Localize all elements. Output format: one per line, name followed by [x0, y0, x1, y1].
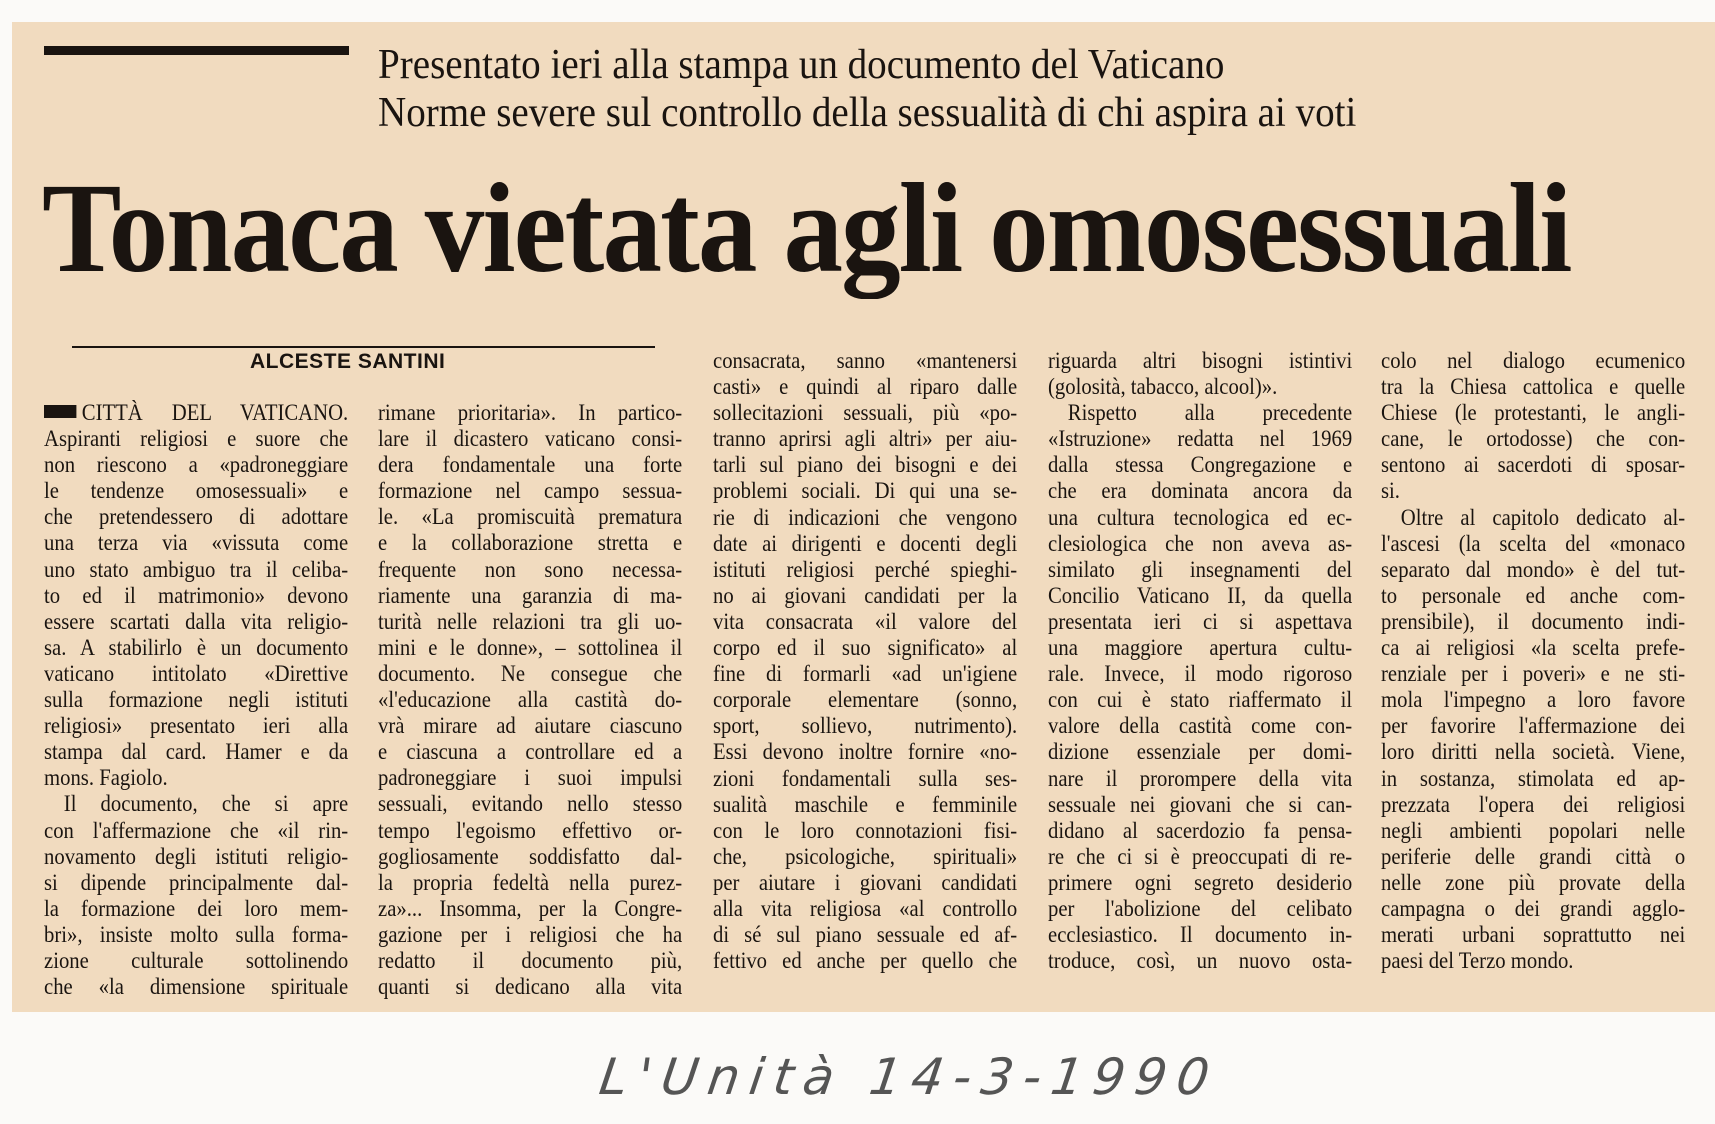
text-line-content: mons. Fagiolo.	[44, 765, 168, 791]
text-line	[44, 661, 348, 687]
text-line	[713, 661, 1017, 687]
text-line	[1048, 818, 1352, 844]
text-line	[1048, 739, 1352, 765]
text-line	[378, 922, 682, 948]
text-line	[1381, 374, 1685, 400]
text-line-content: vaticano intitolato «Direttive	[44, 660, 349, 686]
text-line	[1381, 713, 1685, 739]
text-line	[378, 687, 682, 713]
text-line-content: l'ascesi (la scelta del «monaco	[1381, 530, 1686, 556]
text-line	[378, 818, 682, 844]
text-line	[1048, 452, 1352, 478]
text-line	[713, 792, 1017, 818]
text-line	[713, 713, 1017, 739]
text-line-content: per aiutare i giovani candidati	[713, 869, 1018, 895]
text-line-content: riguarda altri bisogni istintivi	[1048, 348, 1353, 373]
text-line	[1048, 792, 1352, 818]
text-line	[1381, 531, 1685, 557]
text-line	[713, 531, 1017, 557]
text-line-content: turità nelle relazioni tra gli uo-	[378, 608, 683, 634]
text-line-content: loro diritti nella società. Viene,	[1381, 739, 1686, 765]
text-line	[1381, 948, 1685, 974]
text-line	[1048, 766, 1352, 792]
text-line	[378, 583, 682, 609]
text-line-content: una terza via «vissuta come	[44, 530, 349, 556]
text-line-content: problemi sociali. Di qui una se-	[713, 478, 1018, 504]
text-line	[1381, 896, 1685, 922]
text-line	[1048, 713, 1352, 739]
byline: ALCESTE SANTINI	[250, 350, 446, 373]
text-line	[44, 583, 348, 609]
text-line-content: dizione essenziale per domi-	[1048, 739, 1353, 765]
text-line	[44, 870, 348, 896]
text-line-content: re che ci si è preoccupati di re-	[1048, 843, 1353, 869]
text-line	[378, 739, 682, 765]
text-line-content: Concilio Vaticano II, da quella	[1048, 582, 1353, 608]
text-line-content: gogliosamente soddisfatto dal-	[378, 843, 683, 869]
text-line	[713, 896, 1017, 922]
text-line	[378, 870, 682, 896]
text-line-content: che pretendessero di adottare	[44, 504, 349, 530]
text-line-content: stampa dal card. Hamer e da	[44, 739, 349, 765]
text-line	[1048, 478, 1352, 504]
text-line-content: mola l'impegno a loro favore	[1381, 687, 1686, 713]
text-line-content: za»... Insomma, per la Congre-	[378, 895, 683, 921]
article-column-5	[1381, 348, 1685, 974]
text-line-content: vrà mirare ad aiutare ciascuno	[378, 713, 683, 739]
text-line	[378, 974, 682, 1000]
text-line	[1381, 557, 1685, 583]
text-line-content: formazione nel campo sessua-	[378, 478, 683, 504]
text-line	[378, 791, 682, 817]
text-line-content: in sostanza, stimolata ed ap-	[1381, 765, 1686, 791]
text-line-content: renziale per i poveri» e ne sti-	[1381, 661, 1686, 687]
text-line	[378, 426, 682, 452]
text-line-content: per favorire l'affermazione dei	[1381, 713, 1686, 739]
text-line-content: date ai dirigenti e docenti degli	[713, 530, 1018, 556]
text-line-content: religiosi» presentato ieri alla	[44, 713, 349, 739]
text-line-content: Il documento, che si apre	[63, 791, 349, 817]
text-line	[44, 713, 348, 739]
text-line-content: tarli sul piano dei bisogni e dei	[713, 452, 1018, 478]
text-line	[44, 557, 348, 583]
text-line-content: sollecitazioni sessuali, più «po-	[713, 400, 1018, 426]
text-line	[378, 948, 682, 974]
text-line-content: gazione per i religiosi che ha	[378, 921, 683, 947]
text-line-content: Oltre al capitolo dedicato al-	[1400, 504, 1686, 530]
text-line	[713, 478, 1017, 504]
headline: Tonaca vietata agli omosessuali	[42, 157, 1571, 299]
text-line	[44, 504, 348, 530]
text-line-content: sualità maschile e femminile	[713, 791, 1018, 817]
text-line	[378, 530, 682, 556]
text-line-content: lare il dicastero vaticano consi-	[378, 426, 683, 452]
text-line-content: no ai giovani candidati per la	[713, 582, 1018, 608]
text-line-content: ecclesiastico. Il documento in-	[1048, 922, 1353, 948]
text-line-content: riamente una garanzia di ma-	[378, 582, 683, 608]
text-line-content: to personale ed anche com-	[1381, 582, 1686, 608]
text-line	[713, 583, 1017, 609]
text-line	[1048, 870, 1352, 896]
text-line-content: fettivo ed anche per quello che	[713, 948, 1018, 974]
text-line-content: una maggiore apertura cultu-	[1048, 635, 1353, 661]
text-line-content: corpo ed il suo significato» al	[713, 635, 1018, 661]
text-line-content: clesiologica che non aveva as-	[1048, 530, 1353, 556]
text-line	[1381, 870, 1685, 896]
text-line	[713, 818, 1017, 844]
text-line-content: quanti si dedicano alla vita	[378, 974, 683, 1000]
text-line	[1381, 792, 1685, 818]
text-line	[1381, 661, 1685, 687]
text-line-content: vita consacrata «il valore del	[713, 608, 1018, 634]
text-line-content: mini e le donne», – sottolinea il	[378, 634, 683, 660]
text-line	[44, 948, 348, 974]
text-line	[378, 765, 682, 791]
text-line-content: ca ai religiosi «la scelta prefe-	[1381, 635, 1686, 661]
text-line-content: si.	[1381, 478, 1400, 504]
text-line-content: colo nel dialogo ecumenico	[1381, 348, 1686, 373]
text-line	[44, 922, 348, 948]
text-line-content: dera fondamentale una forte	[378, 452, 683, 478]
text-line	[1381, 452, 1685, 478]
text-line-content: (golosità, tabacco, alcool)».	[1048, 374, 1278, 400]
text-line-content: bri», insiste molto sulla forma-	[44, 921, 349, 947]
text-line	[1048, 400, 1352, 426]
text-line-content: campagna o dei grandi agglo-	[1381, 895, 1686, 921]
dateline-marker	[44, 405, 76, 418]
text-line-content: Aspiranti religiosi e suore che	[44, 426, 349, 452]
text-line-content: istituti religiosi perché spieghi-	[713, 556, 1018, 582]
text-line-content: con l'affermazione che «il rin-	[44, 817, 349, 843]
text-line	[713, 426, 1017, 452]
text-line	[1381, 922, 1685, 948]
text-line	[1381, 348, 1685, 374]
text-line	[378, 635, 682, 661]
text-line	[378, 400, 682, 426]
text-line	[1381, 766, 1685, 792]
text-line-content: uno stato ambiguo tra il celiba-	[44, 556, 349, 582]
text-line-content: CITTÀ DEL VATICANO.	[81, 400, 349, 425]
text-line	[44, 609, 348, 635]
text-line	[44, 765, 348, 791]
text-line	[44, 452, 348, 478]
text-line	[1048, 583, 1352, 609]
text-line-content: tempo l'egoismo effettivo or-	[378, 817, 683, 843]
text-line	[713, 400, 1017, 426]
text-line-content: le tendenze omosessuali» e	[44, 478, 349, 504]
text-line	[44, 530, 348, 556]
text-line	[1048, 661, 1352, 687]
kicker: Presentato ieri alla stampa un documento del Vaticano	[378, 42, 1225, 88]
text-line-content: «Istruzione» redatta nel 1969	[1048, 426, 1353, 452]
text-line	[44, 974, 348, 1000]
text-line-content: prensibile), il documento indi-	[1381, 608, 1686, 634]
text-line	[1381, 426, 1685, 452]
handwritten-source-date: L'Unità 14-3-1990	[595, 1048, 1223, 1106]
text-line	[1048, 505, 1352, 531]
text-line-content: zione culturale sottolinendo	[44, 947, 349, 973]
text-line-content: primere ogni segreto desiderio	[1048, 869, 1353, 895]
text-line-content: e la collaborazione stretta e	[378, 530, 683, 556]
text-line-content: rale. Invece, il modo rigoroso	[1048, 661, 1353, 687]
text-line-content: consacrata, sanno «mantenersi	[713, 348, 1018, 373]
text-line-content: Essi devono inoltre fornire «no-	[713, 739, 1018, 765]
text-line-content: non riescono a «padroneggiare	[44, 452, 349, 478]
text-line	[44, 791, 348, 817]
text-line	[378, 609, 682, 635]
text-line-content: didano al sacerdozio fa pensa-	[1048, 817, 1353, 843]
text-line-content: separato dal mondo» è del tut-	[1381, 556, 1686, 582]
text-line-content: rie di indicazioni che vengono	[713, 504, 1018, 530]
text-line	[44, 896, 348, 922]
text-line-content: essere scartati dalla vita religio-	[44, 608, 349, 634]
text-line	[1381, 844, 1685, 870]
text-line	[1381, 609, 1685, 635]
text-line	[1048, 922, 1352, 948]
text-line-content: dalla stessa Congregazione e	[1048, 452, 1353, 478]
text-line	[713, 687, 1017, 713]
text-line	[713, 348, 1017, 374]
text-line	[713, 609, 1017, 635]
text-line	[713, 505, 1017, 531]
text-line	[1381, 400, 1685, 426]
text-line	[378, 504, 682, 530]
text-line-content: cane, le ortodosse) che con-	[1381, 426, 1686, 452]
text-line	[378, 452, 682, 478]
text-line-content: periferie delle grandi città o	[1381, 843, 1686, 869]
article-column-1	[44, 400, 348, 1000]
text-line-content: casti» e quindi al riparo dalle	[713, 374, 1018, 400]
text-line	[378, 478, 682, 504]
text-line	[1048, 609, 1352, 635]
text-line	[1048, 531, 1352, 557]
text-line	[1381, 687, 1685, 713]
text-line	[1048, 426, 1352, 452]
text-line	[44, 426, 348, 452]
text-line-content: sentono ai sacerdoti di sposar-	[1381, 452, 1686, 478]
text-line-content: frequente non sono necessa-	[378, 556, 683, 582]
text-line-content: presentata ieri ci si aspettava	[1048, 608, 1353, 634]
byline-rule	[72, 346, 655, 348]
text-line	[713, 739, 1017, 765]
text-line	[713, 557, 1017, 583]
text-line	[713, 844, 1017, 870]
text-line-content: negli ambienti popolari nelle	[1381, 817, 1686, 843]
text-line	[1381, 478, 1685, 504]
text-line	[44, 635, 348, 661]
text-line	[713, 870, 1017, 896]
text-line-content: le. «La promiscuità prematura	[378, 504, 683, 530]
text-line-content: la propria fedeltà nella purez-	[378, 869, 683, 895]
text-line-content: per l'abolizione del celibato	[1048, 895, 1353, 921]
text-line-content: di sé sul piano sessuale ed af-	[713, 922, 1018, 948]
text-line	[1048, 687, 1352, 713]
text-line	[1381, 818, 1685, 844]
text-line-content: sport, sollievo, nutrimento).	[713, 713, 1018, 739]
text-line	[44, 844, 348, 870]
text-line-content: sessuale nei giovani che si can-	[1048, 791, 1353, 817]
text-line	[378, 557, 682, 583]
text-line-content: fine di formarli «ad un'igiene	[713, 661, 1018, 687]
text-line-content: zioni fondamentali sulla ses-	[713, 765, 1018, 791]
text-line-content: corporale elementare (sonno,	[713, 687, 1018, 713]
text-line-content: con cui è stato riaffermato il	[1048, 687, 1353, 713]
text-line-content: nelle zone più provate della	[1381, 869, 1686, 895]
text-line	[44, 739, 348, 765]
text-line	[1048, 896, 1352, 922]
text-line	[1048, 844, 1352, 870]
text-line-content: valore della castità come con-	[1048, 713, 1353, 739]
text-line	[1048, 348, 1352, 374]
text-line	[44, 478, 348, 504]
article-column-4	[1048, 348, 1352, 974]
text-line-content: si dipende principalmente dal-	[44, 869, 349, 895]
text-line-content: tranno aprirsi agli altri» per aiu-	[713, 426, 1018, 452]
text-line	[1381, 635, 1685, 661]
text-line	[44, 818, 348, 844]
text-line-content: to ed il matrimonio» devono	[44, 582, 349, 608]
text-line-content: novamento degli istituti religio-	[44, 843, 349, 869]
text-line-content: paesi del Terzo mondo.	[1381, 948, 1574, 974]
text-line	[1048, 374, 1352, 400]
text-line-content: una cultura tecnologica ed ec-	[1048, 504, 1353, 530]
text-line-content: sulla formazione negli istituti	[44, 687, 349, 713]
text-line	[1048, 948, 1352, 974]
text-line-content: sessuali, evitando nello stesso	[378, 791, 683, 817]
top-rule	[44, 46, 349, 55]
text-line-content: alla vita religiosa «al controllo	[713, 895, 1018, 921]
text-line-content: Chiese (le protestanti, le angli-	[1381, 400, 1686, 426]
text-line-content: Rispetto alla precedente	[1067, 400, 1353, 426]
text-line	[378, 661, 682, 687]
subheadline: Norme severe sul controllo della sessualità di chi aspira ai voti	[378, 90, 1357, 136]
text-line-content: che era dominata ancora da	[1048, 478, 1353, 504]
text-line	[713, 766, 1017, 792]
article-column-2	[378, 400, 682, 1000]
text-line	[713, 452, 1017, 478]
text-line	[1048, 635, 1352, 661]
text-line	[378, 844, 682, 870]
text-line	[713, 374, 1017, 400]
text-line-content: redatto il documento più,	[378, 947, 683, 973]
text-line	[1381, 505, 1685, 531]
text-line	[1381, 583, 1685, 609]
text-line-content: sa. A stabilirlo è un documento	[44, 634, 349, 660]
text-line-content: nare il prorompere della vita	[1048, 765, 1353, 791]
text-line-content: la formazione dei loro mem-	[44, 895, 349, 921]
text-line-content: padroneggiare i suoi impulsi	[378, 765, 683, 791]
text-line-content: tra la Chiesa cattolica e quelle	[1381, 374, 1686, 400]
text-line-content: con le loro connotazioni fisi-	[713, 817, 1018, 843]
text-line	[44, 687, 348, 713]
text-line	[713, 635, 1017, 661]
text-line	[44, 400, 348, 426]
text-line-content: che «la dimensione spirituale	[44, 974, 349, 1000]
text-line-content: rimane prioritaria». In partico-	[378, 400, 683, 425]
text-line	[1048, 557, 1352, 583]
text-line	[378, 896, 682, 922]
text-line-content: troduce, così, un nuovo osta-	[1048, 948, 1353, 974]
text-line-content: prezzata l'opera dei religiosi	[1381, 791, 1686, 817]
text-line	[378, 713, 682, 739]
text-line	[1381, 739, 1685, 765]
text-line	[713, 922, 1017, 948]
text-line-content: merati urbani soprattutto nei	[1381, 922, 1686, 948]
text-line-content: «l'educazione alla castità do-	[378, 687, 683, 713]
text-line	[713, 948, 1017, 974]
text-line-content: che, psicologiche, spirituali»	[713, 843, 1018, 869]
article-column-3	[713, 348, 1017, 974]
text-line-content: similato gli insegnamenti del	[1048, 556, 1353, 582]
text-line-content: documento. Ne consegue che	[378, 660, 683, 686]
text-line-content: e ciascuna a controllare ed a	[378, 739, 683, 765]
